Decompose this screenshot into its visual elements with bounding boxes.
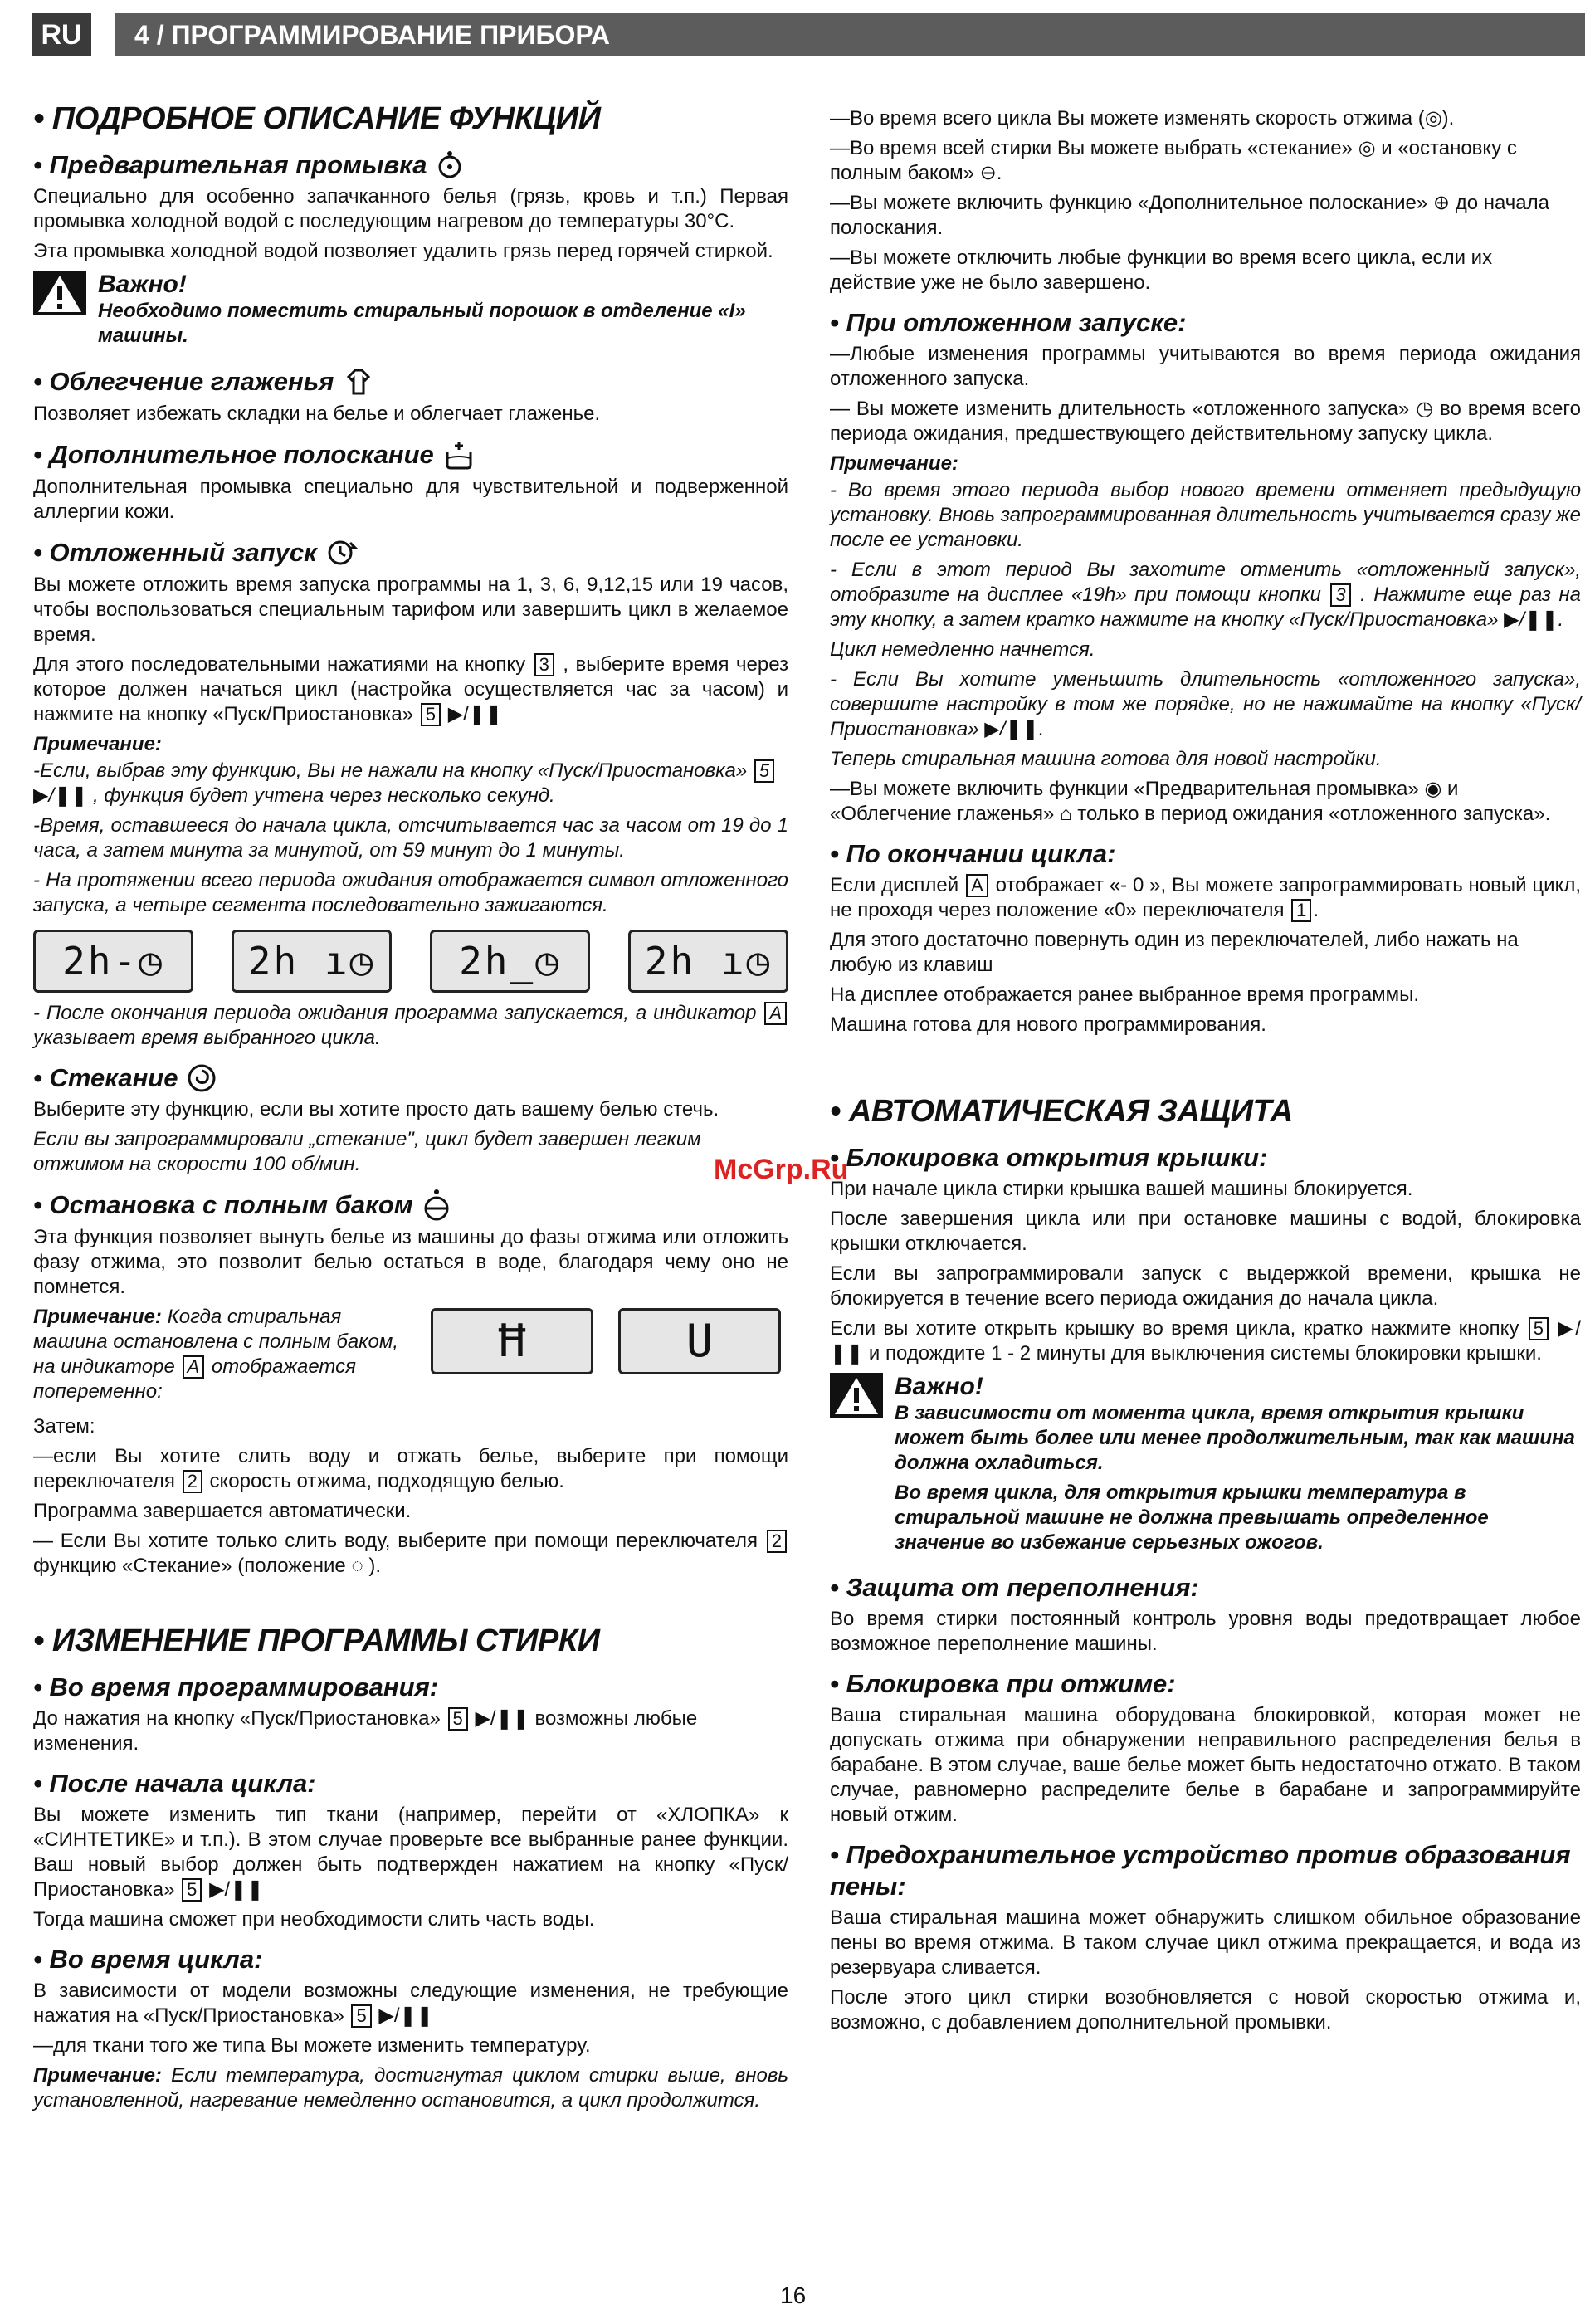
- end-p1-a: Если дисплей: [830, 874, 959, 896]
- key-A: A: [183, 1355, 205, 1379]
- subtitle-rinse-hold: [33, 1189, 788, 1222]
- subtitle-foam-protection: • Предохранительное устройство против образования пены:: [830, 1840, 1571, 1901]
- delayed-note-5: Теперь стиральная машина готова для новой настройки.: [830, 748, 1382, 770]
- key-3: 3: [534, 653, 554, 676]
- during-programming-b: возможны любые изменения.: [33, 1707, 698, 1755]
- key-2: 2: [183, 1470, 202, 1493]
- end-p1-b: отображает «- 0 », Вы можете запрограммировать новый цикл, не проходя через положение «0» переключателя: [830, 874, 1582, 921]
- end-paragraph-2: Для этого достаточно повернуть один из переключателей, либо нажать на любую из клавиш: [830, 929, 1519, 976]
- watermark: McGrp.Ru: [714, 1154, 849, 1185]
- right-column: [830, 106, 1581, 2040]
- key-5: 5: [182, 1878, 202, 1902]
- delayed-p2-a: — Вы можете изменить длительность «отложенного запуска»: [830, 398, 1410, 420]
- key-3: 3: [1330, 583, 1350, 607]
- then-label: Затем:: [33, 1415, 95, 1438]
- lcd-display: U: [618, 1308, 781, 1374]
- warning-2-text-1: В зависимости от момента цикла, время открытия крышки может быть более или менее продолжительным, так как машина должна охладиться.: [895, 1402, 1575, 1474]
- drain-spin-icon: ◌: [351, 1555, 363, 1577]
- subtitle-easy-iron-text: • Облегчение глаженья: [33, 367, 334, 396]
- easy-iron-paragraph: Позволяет избежать складки на белье и облегчает глаженье.: [33, 403, 601, 425]
- delayed-p3-b: и «Облегчение глаженья»: [830, 778, 1459, 825]
- lid-paragraph-4: [830, 1316, 1581, 1366]
- key-A: A: [966, 874, 988, 897]
- start-pause-icon: ▶/❚❚: [378, 2004, 433, 2027]
- delay-p2-text-a: Для этого последовательными нажатиями на кнопку: [33, 653, 526, 676]
- drain-paragraph-2: Если вы запрограммировали „стекание", цикл будет завершен легким отжимом на скорости 100 об/мин.: [33, 1128, 701, 1175]
- delay-start-icon: ◷: [1416, 398, 1434, 420]
- extra-rinse-icon: [442, 438, 476, 471]
- extra-rinse-icon: ⊕: [1432, 192, 1451, 214]
- start-pause-icon: ▶/❚❚.: [984, 718, 1045, 740]
- lcd-display: Ħ: [431, 1308, 593, 1374]
- foam-paragraph-1: Ваша стиральная машина может обнаружить слишком обильное образование пены во время отжима. В таком случае цикл отжима прекращается, и вода из резервуара сливается.: [830, 1907, 1581, 1979]
- lcd-display: 2h-◷: [33, 930, 193, 993]
- during-programming-a: До нажатия на кнопку «Пуск/Приостановка»: [33, 1707, 441, 1730]
- spin-speed-icon: (◎).: [1417, 107, 1455, 129]
- delayed-note-1: - Во время этого периода выбор нового времени отменяет предыдущую установку. Вновь запрограммированная длительность учитывается сразу же после ее установки.: [830, 479, 1581, 551]
- warning-1-text: Необходимо поместить стиральный порошок в отделение «I» машины.: [98, 300, 746, 347]
- warning-2-title: Важно!: [895, 1373, 983, 1400]
- spin-lock-paragraph: Ваша стиральная машина оборудована блокировкой, которая может не допускать отжима при обнаружении неправильного распределения белья в барабане. В этом случае, ваше белье может быть недостаточно отжато. В таком случае, равномерно распределите белье в барабане и запрограммируйте новый отжим.: [830, 1704, 1581, 1826]
- subtitle-delayed-start: • При отложенном запуске:: [830, 308, 1187, 337]
- start-pause-icon: ▶/❚❚.: [1504, 608, 1564, 631]
- section-title-change-program: • ИЗМЕНЕНИЕ ПРОГРАММЫ СТИРКИ: [33, 1623, 600, 1658]
- rinse-hold-p4-c: ).: [368, 1555, 382, 1577]
- subtitle-drain-text: • Стекание: [33, 1063, 178, 1092]
- during-cycle-paragraph: [33, 1979, 788, 2029]
- right-paragraph-4: —Вы можете отключить любые функции во время всего цикла, если их действие уже не было завершено.: [830, 247, 1493, 294]
- rinse-hold-paragraph-2: [33, 1444, 788, 1494]
- rinse-hold-note-a: Когда стиральная машина остановлена с полным баком, на индикаторе: [33, 1306, 398, 1378]
- rinse-hold-note: [33, 1305, 419, 1409]
- delayed-paragraph-2: [830, 397, 1581, 447]
- key-5: 5: [448, 1707, 468, 1731]
- delayed-note-3: Цикл немедленно начнется.: [830, 638, 1095, 661]
- warning-box-2: [830, 1373, 1581, 1560]
- start-pause-icon: ▶/❚❚: [209, 1878, 264, 1901]
- rinse-hold-icon: [422, 1189, 451, 1222]
- easy-iron-icon: ⌂: [1060, 803, 1072, 825]
- end-paragraph-1: Если дисплей A отображает «- 0 », Вы можете запрограммировать новый цикл, не проходя через положение «0» переключателя 1 .: [830, 874, 1582, 921]
- lcd-display: 2h_◷: [430, 930, 590, 993]
- delayed-p3-c: только в период ожидания «отложенного запуска».: [1077, 803, 1551, 825]
- lid-paragraph-2: После завершения цикла или при остановке машины с водой, блокировка крышки отключается.: [830, 1208, 1581, 1255]
- subtitle-during-programming: • Во время программирования:: [33, 1672, 439, 1702]
- lid-p4-a: Если вы хотите открыть крышку во время цикла, кратко нажмите кнопку: [830, 1317, 1519, 1340]
- delayed-note-2-a: - Если в этот период Вы захотите отменить «отложенный запуск», отобразите на дисплее «19h» при помощи кнопки: [830, 559, 1581, 606]
- subtitle-delay-start: [33, 536, 788, 569]
- drain-spin-icon: [186, 1062, 217, 1094]
- overflow-paragraph: Во время стирки постоянный контроль уровня воды предотвращает любое возможное переполнение машины.: [830, 1608, 1581, 1655]
- section-title-auto-protection: • АВТОМАТИЧЕСКАЯ ЗАЩИТА: [830, 1094, 1293, 1129]
- key-5: 5: [351, 2004, 371, 2028]
- delayed-note-2: [830, 558, 1581, 632]
- during-cycle-note-text: Если температура, достигнутая циклом стирки выше, вновь установленной, нагревание немедленно остановится, а цикл продолжится.: [33, 2064, 788, 2112]
- delay-note-label: Примечание:: [33, 733, 162, 755]
- subtitle-extra-rinse-text: • Дополнительное полоскание: [33, 440, 434, 469]
- during-cycle-note: [33, 2063, 788, 2113]
- delayed-note-label: Примечание:: [830, 452, 958, 475]
- delay-p2-text-b: , выберите время через которое должен начаться цикл (настройка осуществляется час за часом) и нажмите на кнопку «Пуск/Приостановка»: [33, 653, 789, 725]
- subtitle-rinse-hold-text: • Остановка с полным баком: [33, 1190, 413, 1219]
- rinse-hold-p2-a: —если Вы хотите слить воду и отжать белье, выберите при помощи переключателя: [33, 1445, 788, 1492]
- during-cycle-a: В зависимости от модели возможны следующие изменения, не требующие нажатия на «Пуск/Приостановка»: [33, 1980, 788, 2027]
- lid-paragraph-1: При начале цикла стирки крышка вашей машины блокируется.: [830, 1178, 1413, 1200]
- delay-note-1-a: -Если, выбрав эту функцию, Вы не нажали на кнопку «Пуск/Приостановка»: [33, 759, 748, 782]
- subtitle-prewash: [33, 149, 788, 181]
- delay-note-3: - На протяжении всего периода ожидания отображается символ отложенного запуска, а четыре сегмента последовательно зажигаются.: [33, 869, 788, 916]
- start-pause-icon: ▶/❚❚: [447, 703, 503, 725]
- subtitle-overflow: • Защита от переполнения:: [830, 1573, 1199, 1602]
- during-cycle-paragraph-2: —для ткани того же типа Вы можете изменить температуру.: [33, 2034, 591, 2057]
- rinse-hold-p4-b: функцию «Стекание» (положение: [33, 1555, 346, 1577]
- end-paragraph-3: На дисплее отображается ранее выбранное время программы.: [830, 984, 1420, 1006]
- drain-paragraph-1: Выберите эту функцию, если вы хотите просто дать вашему белью стечь.: [33, 1098, 719, 1120]
- subtitle-extra-rinse: [33, 438, 788, 471]
- right-paragraph-2: [830, 136, 1581, 186]
- rinse-hold-paragraph-1: Эта функция позволяет вынуть белье из машины до фазы отжима или отложить фазу отжима, это позволит белью остаться в воде, благодаря чему оно не помнется.: [33, 1226, 788, 1298]
- start-pause-icon: ▶/❚❚: [475, 1707, 529, 1730]
- right-p2-b: и «остановку с полным баком»: [830, 137, 1517, 184]
- rinse-hold-paragraph-3: Программа завершается автоматически.: [33, 1500, 412, 1522]
- subtitle-during-cycle: • Во время цикла:: [33, 1945, 263, 1974]
- lcd-display: 2h ı◷: [628, 930, 788, 993]
- rinse-hold-lcds: [431, 1308, 781, 1374]
- start-pause-icon: ▶/❚❚: [830, 1317, 1581, 1365]
- right-p1-text: —Во время всего цикла Вы можете изменять скорость отжима: [830, 107, 1413, 129]
- delay-paragraph-1: Вы можете отложить время запуска программы на 1, 3, 6, 9,12,15 или 19 часов, чтобы воспользоваться специальным тарифом или завершить цикл в желаемое время.: [33, 574, 788, 646]
- right-p3-a: —Вы можете включить функцию «Дополнительное полоскание»: [830, 192, 1428, 214]
- delayed-p3-a: —Вы можете включить функции «Предварительная промывка»: [830, 778, 1419, 800]
- drain-spin-icon: ◎: [1358, 137, 1376, 159]
- subtitle-drain: [33, 1062, 788, 1094]
- rinse-hold-note-label: Примечание:: [33, 1306, 162, 1328]
- warning-triangle-icon: [33, 271, 86, 315]
- key-2: 2: [767, 1530, 787, 1553]
- after-start-a: Вы можете изменить тип ткани (например, перейти от «ХЛОПКА» к «СИНТЕТИКЕ» и т.п.). В этом случае проверьте все выбранные ранее функции. Ваш новый выбор должен быть подтвержден нажатием на кнопку «Пуск/Приостановка»: [33, 1804, 788, 1901]
- subtitle-delay-start-text: • Отложенный запуск: [33, 538, 317, 567]
- subtitle-easy-iron: [33, 365, 788, 398]
- delay-lcd-sequence: [33, 930, 788, 993]
- prewash-icon: ◉: [1424, 778, 1442, 800]
- lid-paragraph-3: Если вы запрограммировали запуск с выдержкой времени, крышка не блокируется в течение всего периода ожидания до начала цикла.: [830, 1262, 1581, 1310]
- subtitle-spin-lock: • Блокировка при отжиме:: [830, 1669, 1176, 1698]
- prewash-paragraph-1: Специально для особенно запачканного белья (грязь, кровь и т.п.) Первая промывка холодной водой с последующим нагревом до температуры 30°С.: [33, 185, 788, 232]
- section-title-functions: • ПОДРОБНОЕ ОПИСАНИЕ ФУНКЦИЙ: [33, 101, 601, 136]
- warning-box-1: [33, 271, 788, 354]
- page-header: [32, 13, 1585, 56]
- key-5: 5: [754, 759, 774, 783]
- key-1: 1: [1291, 899, 1311, 922]
- delay-start-icon: [325, 536, 359, 569]
- foam-paragraph-2: После этого цикл стирки возобновляется с новой скоростью отжима и, возможно, с добавлением дополнительной промывки.: [830, 1986, 1581, 2034]
- page-number: 16: [780, 2282, 807, 2308]
- lcd-display: 2h ı◷: [232, 930, 392, 993]
- after-start-paragraph-2: Тогда машина сможет при необходимости слить часть воды.: [33, 1908, 595, 1931]
- start-pause-icon: ▶/❚❚: [33, 784, 88, 807]
- delayed-paragraph-1: —Любые изменения программы учитываются во время периода ожидания отложенного запуска.: [830, 343, 1581, 390]
- warning-triangle-icon: [830, 1373, 883, 1418]
- delayed-note-4-text: - Если Вы хотите уменьшить длительность «отложенного запуска», совершите настройку в том же порядке, но не нажимайте на кнопку «Пуск/Приостановка»: [830, 668, 1581, 740]
- delayed-note-2-b: . Нажмите еще раз на эту кнопку, а затем кратко нажмите на кнопку «Пуск/Приостановка»: [830, 583, 1582, 631]
- delayed-note-4: [830, 667, 1581, 742]
- rinse-hold-note-b: отображается попеременно:: [33, 1355, 356, 1403]
- easy-iron-icon: [342, 365, 375, 398]
- delay-paragraph-2: [33, 652, 788, 727]
- rinse-hold-icon: ⊖.: [979, 162, 1002, 184]
- delay-note-1-b: , функция будет учтена через несколько секунд.: [93, 784, 555, 807]
- subtitle-prewash-text: • Предварительная промывка: [33, 150, 427, 179]
- language-badge: RU: [32, 13, 91, 56]
- extra-rinse-paragraph: Дополнительная промывка специально для чувствительной и подверженной аллергии кожи.: [33, 476, 788, 523]
- rinse-hold-p4-a: — Если Вы хотите только слить воду, выберите при помощи переключателя: [33, 1530, 758, 1552]
- end-paragraph-4: Машина готова для нового программирования.: [830, 1013, 1266, 1036]
- after-start-paragraph: [33, 1803, 788, 1902]
- right-p2-a: —Во время всей стирки Вы можете выбрать «стекание»: [830, 137, 1353, 159]
- key-5: 5: [421, 703, 441, 726]
- right-paragraph-1: [830, 106, 1581, 131]
- left-column: [33, 100, 788, 2118]
- subtitle-lid-lock: • Блокировка открытия крышки:: [830, 1143, 1268, 1172]
- delay-note-4-a: - После окончания периода ожидания программа запускается, а индикатор: [33, 1002, 757, 1024]
- key-A: A: [764, 1002, 787, 1025]
- delay-note-4: [33, 1001, 788, 1051]
- subtitle-after-start: • После начала цикла:: [33, 1769, 316, 1798]
- delay-note-1: [33, 759, 788, 808]
- lid-p4-b: и подождите 1 - 2 минуты для выключения системы блокировки крышки.: [868, 1342, 1542, 1365]
- prewash-icon: [435, 150, 465, 180]
- warning-1-title: Важно!: [98, 271, 187, 298]
- delay-note-4-b: указывает время выбранного цикла.: [33, 1027, 381, 1049]
- rinse-hold-note-text: [33, 1305, 419, 1404]
- rinse-hold-note-block: [33, 1305, 788, 1409]
- right-paragraph-3: [830, 191, 1581, 241]
- rinse-hold-paragraph-4: [33, 1529, 788, 1579]
- during-cycle-note-label: Примечание:: [33, 2064, 162, 2087]
- delayed-paragraph-3: [830, 777, 1581, 827]
- during-programming-paragraph: [33, 1706, 788, 1756]
- delay-note-2: -Время, оставшееся до начала цикла, отсчитывается час за часом от 19 до 1 часа, а затем минута за минутой, от 59 минут до 1 минуты.: [33, 814, 788, 862]
- rinse-hold-p2-b: скорость отжима, подходящую белью.: [209, 1470, 564, 1492]
- chapter-title: 4 / ПРОГРАММИРОВАНИЕ ПРИБОРА: [115, 13, 1585, 56]
- subtitle-end-of-cycle: • По окончании цикла:: [830, 839, 1116, 868]
- key-5: 5: [1529, 1317, 1549, 1340]
- prewash-paragraph-2: Эта промывка холодной водой позволяет удалить грязь перед горячей стиркой.: [33, 240, 773, 262]
- warning-2-text-2: Во время цикла, для открытия крышки температура в стиральной машине не должна превышать определенное значение во избежание серьезных ожогов.: [895, 1482, 1489, 1554]
- right-p3-b: до начала полоскания.: [830, 192, 1549, 239]
- delayed-p2-b: во время всего периода ожидания, предшествующего действительному запуску цикла.: [830, 398, 1581, 445]
